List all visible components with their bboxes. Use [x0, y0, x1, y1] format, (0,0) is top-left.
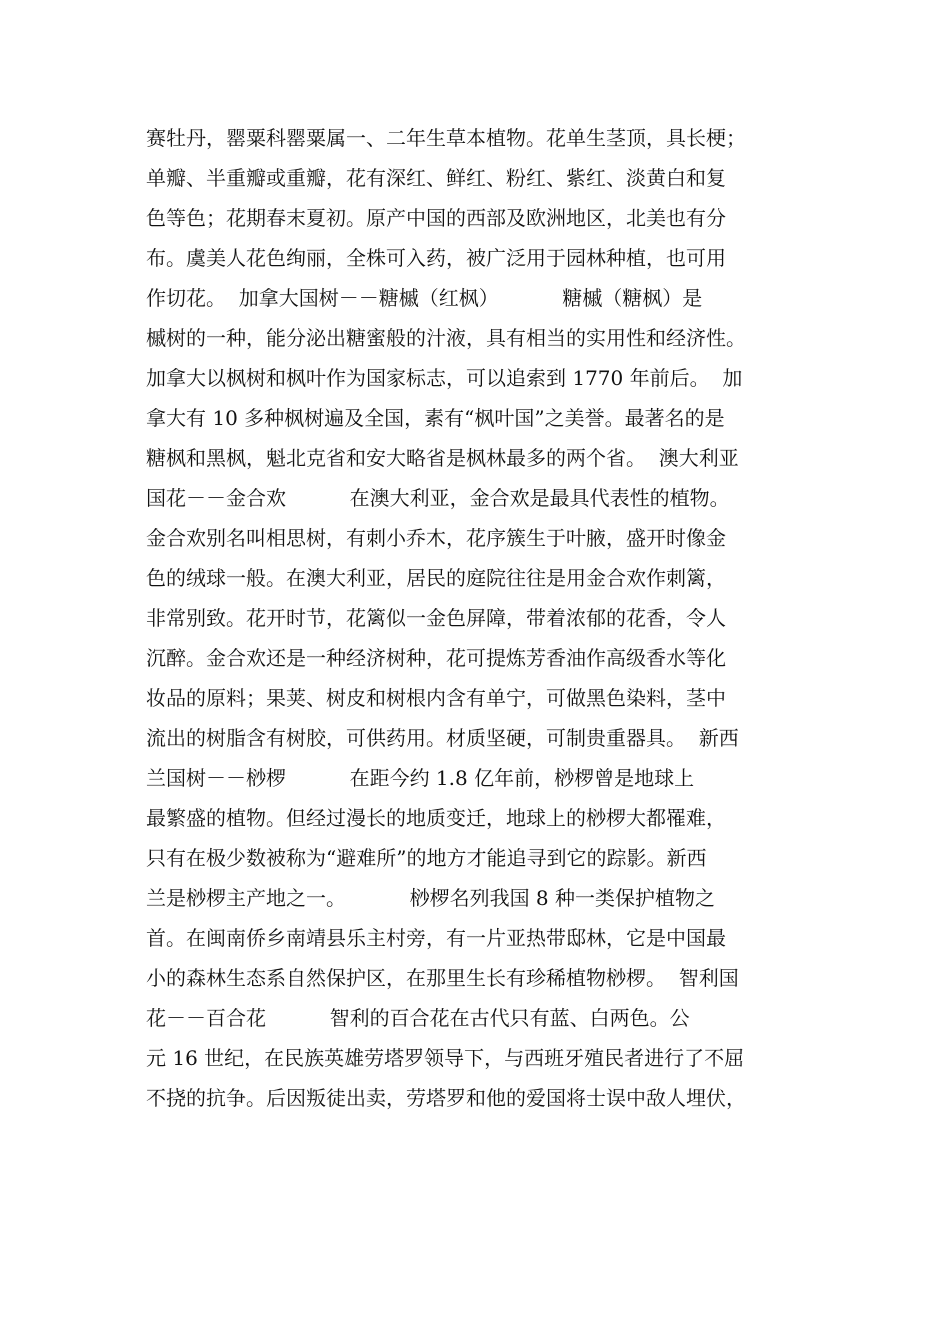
- text-line: 兰国树－－桫椤 在距今约 1.8 亿年前，桫椤曾是地球上: [146, 766, 695, 790]
- text-line: 小的森林生态系自然保护区，在那里生长有珍稀植物桫椤。 智利国: [146, 966, 739, 990]
- text-line: 只有在极少数被称为“避难所”的地方才能追寻到它的踪影。新西: [146, 846, 707, 870]
- text-line: 花－－百合花 智利的百合花在古代只有蓝、白两色。公: [146, 1006, 690, 1030]
- text-line: 糖枫和黑枫，魁北克省和安大略省是枫林最多的两个省。 澳大利亚: [146, 446, 739, 470]
- text-line: 非常别致。花开时节，花篱似一金色屏障，带着浓郁的花香，令人: [146, 606, 726, 630]
- text-line: 不挠的抗争。后因叛徒出卖，劳塔罗和他的爱国将士误中敌人埋伏，: [146, 1086, 746, 1110]
- text-line: 最繁盛的植物。但经过漫长的地质变迁，地球上的桫椤大都罹难，: [146, 806, 726, 830]
- text-line: 赛牡丹，罂粟科罂粟属一、二年生草本植物。花单生茎顶，具长梗；: [146, 126, 746, 150]
- body-text: [146, 118, 836, 1118]
- text-line: 国花－－金合欢 在澳大利亚，金合欢是最具代表性的植物。: [146, 486, 730, 510]
- text-line: 色等色；花期春末夏初。原产中国的西部及欧洲地区，北美也有分: [146, 206, 726, 230]
- text-line: 妆品的原料；果荚、树皮和树根内含有单宁，可做黑色染料，茎中: [146, 686, 726, 710]
- text-line: 加拿大以枫树和枫叶作为国家标志，可以追索到 1770 年前后。 加: [146, 366, 743, 390]
- text-line: 拿大有 10 多种枫树遍及全国，素有“枫叶国”之美誉。最著名的是: [146, 406, 725, 430]
- text-line: 首。在闽南侨乡南靖县乐主村旁，有一片亚热带邸林，它是中国最: [146, 926, 726, 950]
- text-line: 元 16 世纪，在民族英雄劳塔罗领导下，与西班牙殖民者进行了不屈: [146, 1046, 745, 1070]
- text-line: 兰是桫椤主产地之一。 桫椤名列我国 8 种一类保护植物之: [146, 886, 716, 910]
- text-line: 金合欢别名叫相思树，有刺小乔木，花序簇生于叶腋，盛开时像金: [146, 526, 726, 550]
- text-line: 单瓣、半重瓣或重瓣，花有深红、鲜红、粉红、紫红、淡黄白和复: [146, 166, 726, 190]
- text-line: 作切花。 加拿大国树－－糖槭（红枫） 糖槭（糖枫）是: [146, 286, 703, 310]
- text-line: 布。虞美人花色绚丽，全株可入药，被广泛用于园林种植，也可用: [146, 246, 726, 270]
- text-line: 色的绒球一般。在澳大利亚，居民的庭院往往是用金合欢作刺篱，: [146, 566, 726, 590]
- text-line: 沉醉。金合欢还是一种经济树种，花可提炼芳香油作高级香水等化: [146, 646, 726, 670]
- text-line: 流出的树脂含有树胶，可供药用。材质坚硬，可制贵重器具。 新西: [146, 726, 739, 750]
- text-line: 槭树的一种，能分泌出糖蜜般的汁液，具有相当的实用性和经济性。: [146, 326, 746, 350]
